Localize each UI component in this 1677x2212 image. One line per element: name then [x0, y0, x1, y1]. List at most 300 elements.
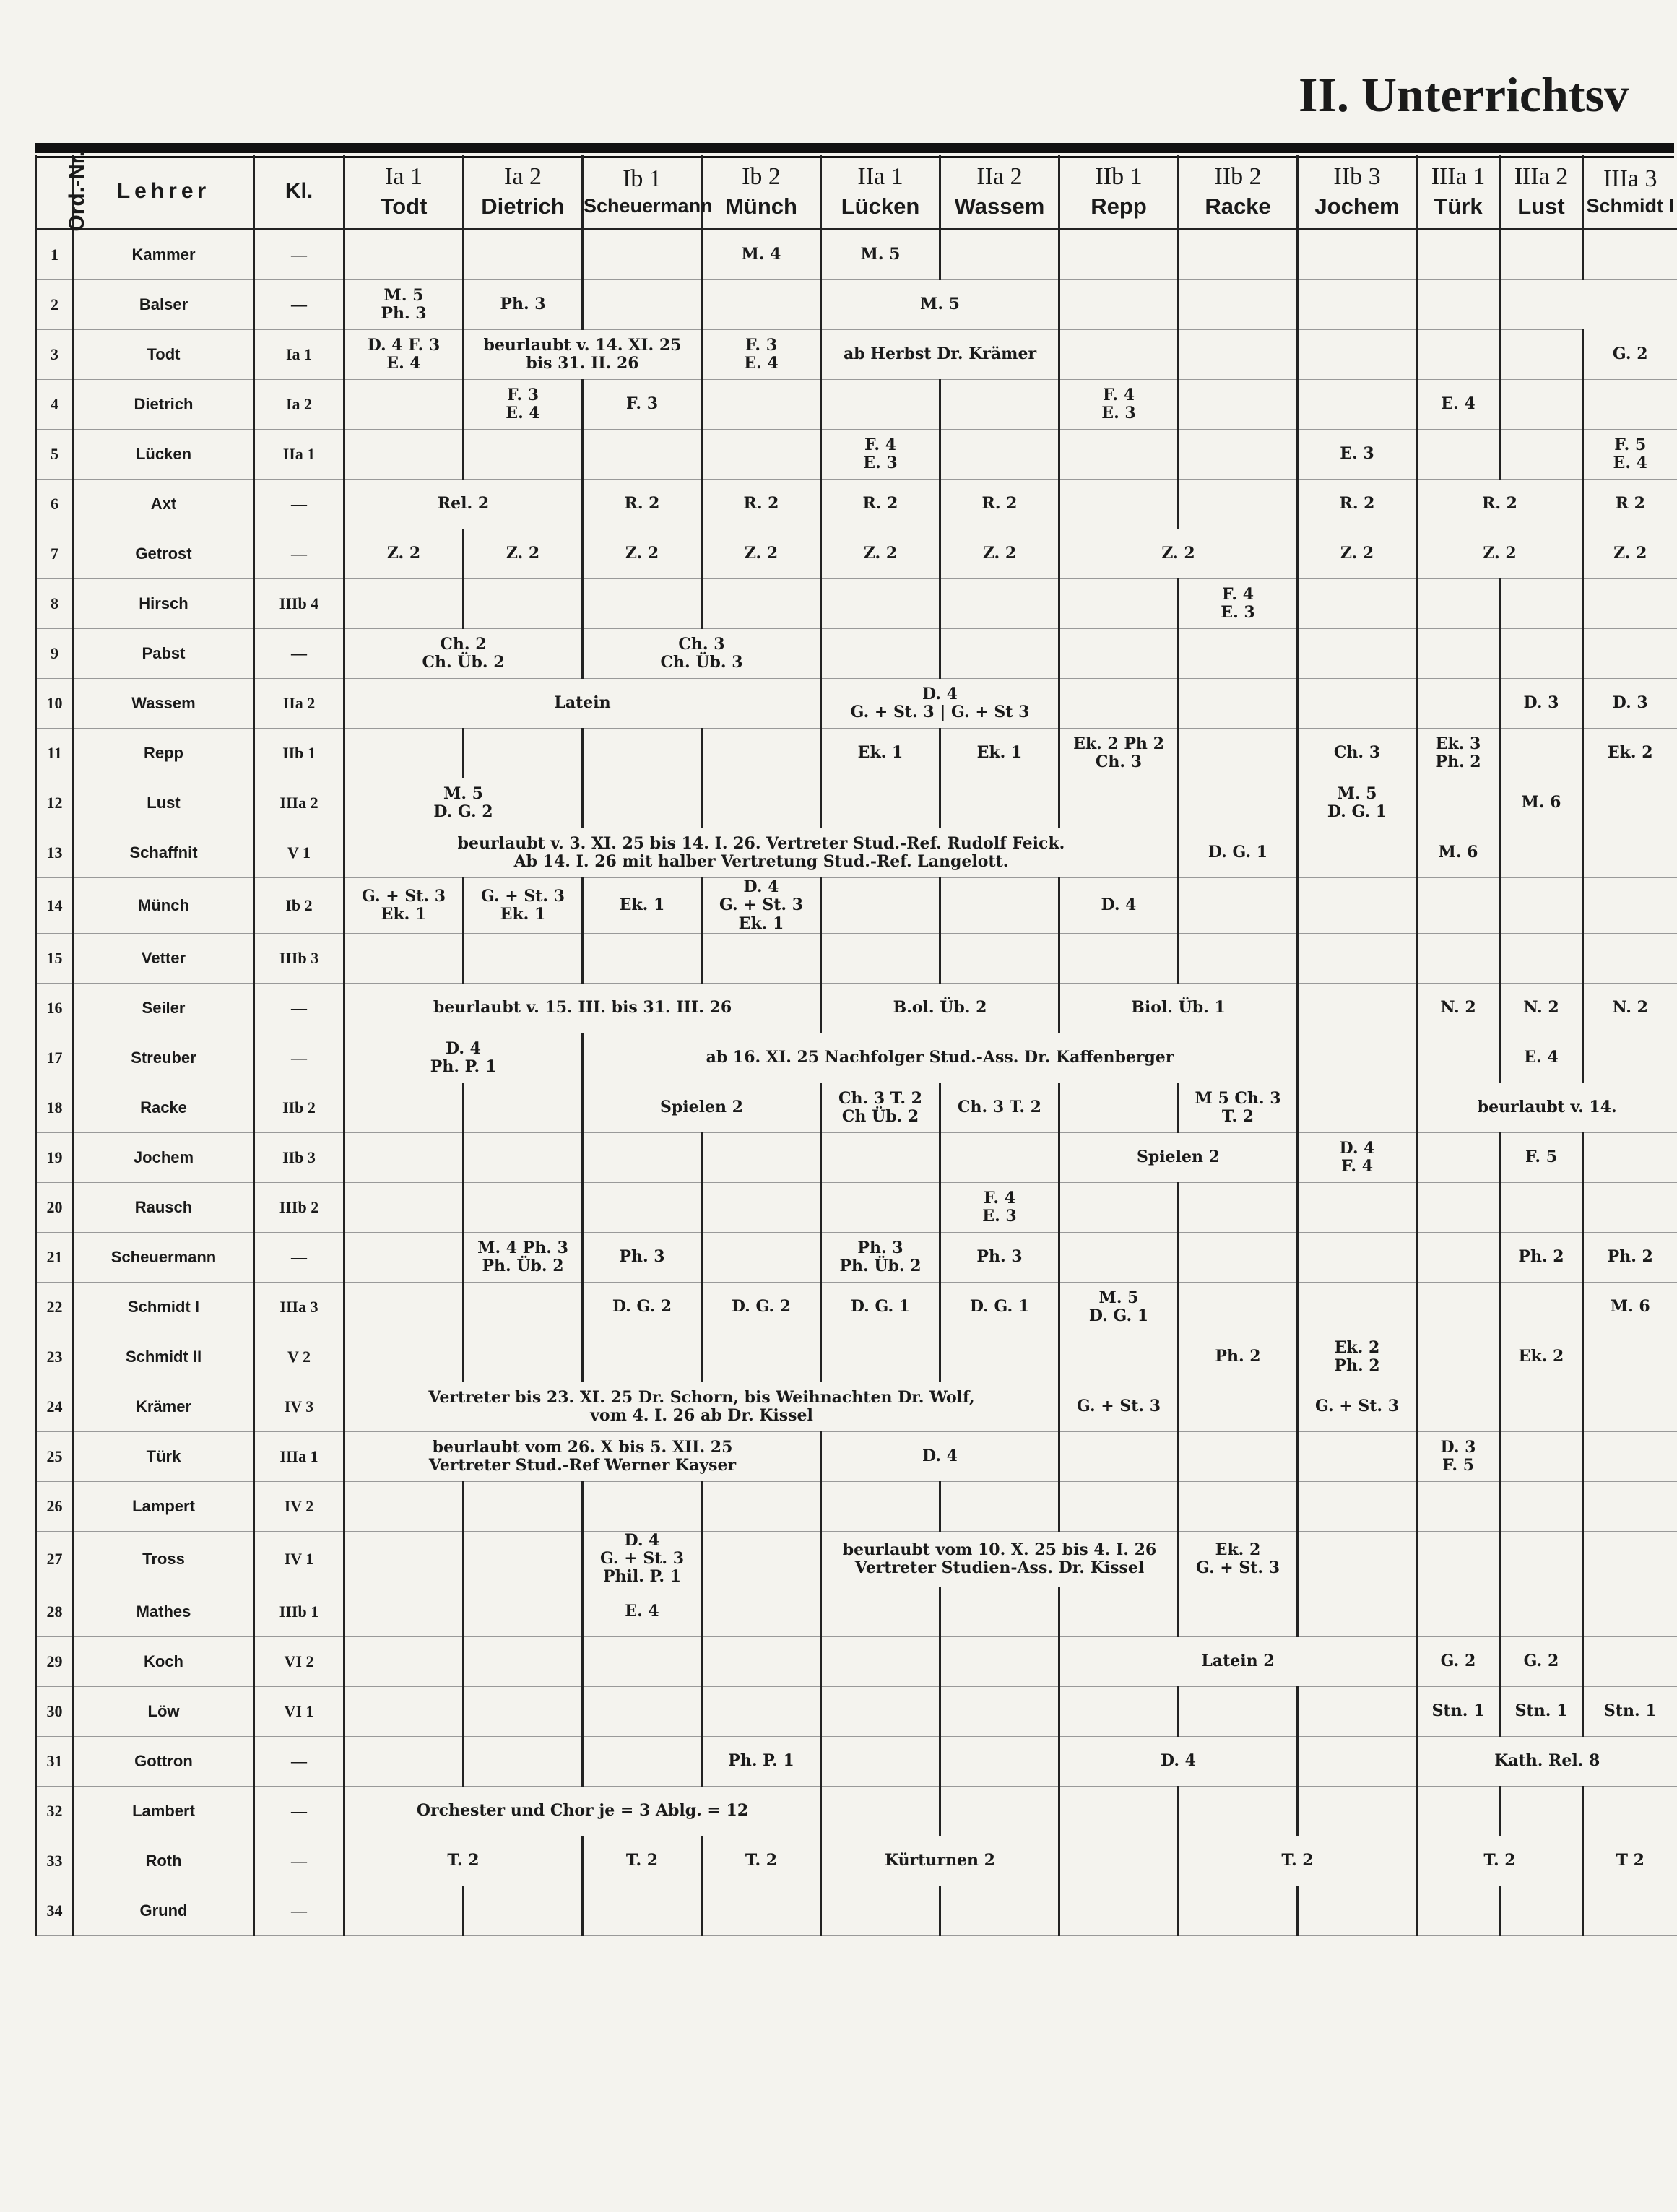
row-number: 3 — [36, 330, 74, 380]
lesson-cell — [344, 679, 821, 729]
lesson-cell — [1179, 1686, 1298, 1736]
lesson-cell — [1060, 1587, 1179, 1636]
lesson-cell — [1060, 1886, 1179, 1935]
lesson-cell — [1060, 729, 1179, 778]
lesson-text: Z. 2 — [1340, 544, 1374, 563]
lesson-cell — [1417, 778, 1500, 828]
lesson-cell — [1060, 629, 1179, 679]
lesson-text: ab Herbst Dr. Krämer — [843, 344, 1037, 364]
lesson-cell — [1583, 330, 1677, 380]
lesson-cell — [344, 330, 464, 380]
lesson-text: N. 2 — [1440, 998, 1476, 1018]
lesson-text: Stn. 1 — [1514, 1701, 1568, 1721]
lesson-cell — [1417, 1232, 1500, 1282]
lesson-cell — [1583, 1786, 1677, 1836]
teacher-class: Ia 1 — [254, 330, 344, 380]
kl-header: Kl. — [254, 155, 344, 230]
lesson-text: M. 6 — [1610, 1297, 1650, 1317]
lesson-text: Spielen 2 — [660, 1098, 743, 1117]
lesson-cell — [464, 933, 583, 983]
lesson-cell — [940, 1083, 1060, 1132]
lesson-text: Ch. 3 T. 2 Ch Üb. 2 — [838, 1088, 922, 1126]
lesson-cell — [344, 729, 464, 778]
teacher-name: Schaffnit — [74, 828, 254, 878]
lesson-cell — [1298, 529, 1417, 579]
lesson-cell — [464, 1282, 583, 1332]
lesson-text: Stn. 1 — [1431, 1701, 1485, 1721]
table-row — [36, 1382, 1677, 1431]
lesson-cell — [344, 1736, 464, 1786]
lesson-cell — [1417, 1132, 1500, 1182]
lesson-cell — [1298, 1786, 1417, 1836]
lesson-cell — [1583, 529, 1677, 579]
lesson-cell — [1298, 330, 1417, 380]
lesson-cell — [1417, 878, 1500, 934]
lesson-cell — [1583, 1182, 1677, 1232]
lesson-cell — [1179, 1182, 1298, 1232]
lesson-cell — [344, 1786, 821, 1836]
lesson-cell — [1417, 1332, 1500, 1382]
class-header: Ia 2 Dietrich — [464, 155, 583, 230]
lesson-text: F. 3 E. 4 — [506, 385, 540, 422]
lesson-cell — [464, 1686, 583, 1736]
lesson-text: Ch. 2 Ch. Üb. 2 — [422, 634, 505, 672]
row-number: 14 — [36, 878, 74, 934]
lesson-text: D. 4 — [922, 1447, 958, 1466]
teacher-class: — — [254, 1786, 344, 1836]
lesson-cell — [583, 1736, 702, 1786]
lesson-cell — [1179, 1232, 1298, 1282]
teacher-class: — — [254, 480, 344, 529]
teacher-name: Scheuermann — [74, 1232, 254, 1282]
lesson-cell — [1500, 1182, 1583, 1232]
lesson-cell — [344, 430, 464, 480]
lesson-cell — [1583, 1636, 1677, 1686]
row-number: 19 — [36, 1132, 74, 1182]
lesson-cell — [821, 629, 940, 679]
lesson-text: E. 4 — [625, 1602, 659, 1621]
ordnr-header: Ord.-Nr. — [36, 155, 74, 230]
table-row — [36, 579, 1677, 629]
lesson-cell — [1583, 1481, 1677, 1531]
lesson-cell — [1060, 1232, 1179, 1282]
lesson-text: R. 2 — [624, 494, 660, 513]
lesson-text: D. G. 1 — [1208, 843, 1268, 862]
lesson-cell — [583, 1083, 821, 1132]
lesson-cell — [1417, 1636, 1500, 1686]
teacher-name: Mathes — [74, 1587, 254, 1636]
lesson-cell — [821, 579, 940, 629]
table-row — [36, 1736, 1677, 1786]
lesson-cell — [464, 729, 583, 778]
lesson-cell — [1583, 480, 1677, 529]
lesson-cell — [702, 1132, 821, 1182]
lesson-cell — [821, 1182, 940, 1232]
lesson-cell — [1417, 280, 1500, 330]
lesson-cell — [702, 933, 821, 983]
page-title: II. Unterrichtsv — [1299, 67, 1629, 122]
lesson-cell — [344, 1132, 464, 1182]
lesson-text: T. 2 — [1483, 1851, 1516, 1870]
lesson-cell — [1298, 778, 1417, 828]
lesson-cell — [344, 1481, 464, 1531]
lesson-cell — [1500, 1132, 1583, 1182]
header-rule — [35, 143, 1674, 153]
row-number: 23 — [36, 1332, 74, 1382]
teacher-name: Repp — [74, 729, 254, 778]
lesson-text: F. 3 E. 4 — [744, 335, 779, 373]
lesson-cell — [1060, 529, 1298, 579]
lesson-cell — [821, 1736, 940, 1786]
teacher-name: Racke — [74, 1083, 254, 1132]
lesson-text: Ek. 2 — [1607, 743, 1653, 763]
lesson-cell — [344, 1636, 464, 1686]
lesson-text: Stn. 1 — [1603, 1701, 1657, 1721]
lesson-cell — [1179, 1431, 1298, 1481]
lesson-cell — [1179, 1886, 1298, 1935]
lesson-text: Z. 2 — [386, 544, 421, 563]
teacher-name: Münch — [74, 878, 254, 934]
lesson-cell — [464, 1132, 583, 1182]
row-number: 26 — [36, 1481, 74, 1531]
lesson-cell — [1500, 679, 1583, 729]
lesson-cell — [1060, 430, 1179, 480]
lesson-cell — [1298, 1531, 1417, 1587]
lesson-text: Ch. 3 Ch. Üb. 3 — [660, 634, 743, 672]
lesson-cell — [1500, 280, 1583, 330]
lesson-cell — [583, 1636, 702, 1686]
lesson-text: Ph. 2 — [1518, 1247, 1564, 1267]
lesson-cell — [940, 1232, 1060, 1282]
lesson-cell — [464, 1083, 583, 1132]
lesson-cell — [583, 1332, 702, 1382]
lesson-cell — [821, 1332, 940, 1382]
lesson-cell — [1179, 729, 1298, 778]
lesson-cell — [1417, 1836, 1583, 1886]
lesson-cell — [1298, 1587, 1417, 1636]
lesson-cell — [583, 729, 702, 778]
lesson-cell — [1500, 629, 1583, 679]
lesson-text: Ek. 2 Ph. 2 — [1334, 1337, 1380, 1375]
lesson-text: D. 4 G. + St. 3 Ek. 1 — [719, 877, 804, 933]
teacher-class: IIIb 2 — [254, 1182, 344, 1232]
lesson-cell — [464, 579, 583, 629]
lesson-text: F. 4 E. 3 — [1101, 385, 1136, 422]
row-number: 25 — [36, 1431, 74, 1481]
lesson-cell — [1060, 1132, 1298, 1182]
lesson-cell — [1179, 1382, 1298, 1431]
lesson-cell — [1298, 983, 1417, 1033]
lesson-cell — [1417, 1033, 1500, 1083]
teacher-name: Türk — [74, 1431, 254, 1481]
lesson-cell — [821, 529, 940, 579]
lesson-cell — [940, 729, 1060, 778]
lesson-cell — [583, 1481, 702, 1531]
lesson-cell — [1179, 1786, 1298, 1836]
lesson-cell — [344, 1431, 821, 1481]
table-row — [36, 330, 1677, 380]
lesson-text: F. 5 — [1525, 1148, 1558, 1167]
class-header: IIa 2 Wassem — [940, 155, 1060, 230]
lesson-cell — [940, 878, 1060, 934]
lesson-cell — [1060, 1282, 1179, 1332]
row-number: 15 — [36, 933, 74, 983]
class-header: IIb 3 Jochem — [1298, 155, 1417, 230]
lesson-text: beurlaubt v. 3. XI. 25 bis 14. I. 26. Vertreter Stud.-Ref. Rudolf Feick. Ab 14. I. 26 mit halber Vertretung Stud.-Ref. Langelott. — [457, 833, 1065, 871]
lesson-cell — [1060, 1382, 1179, 1431]
lesson-cell — [464, 878, 583, 934]
lesson-cell — [821, 778, 940, 828]
lesson-text: G. + St. 3 — [1314, 1397, 1400, 1416]
teacher-name: Schmidt I — [74, 1282, 254, 1332]
lesson-text: M. 5 D. G. 1 — [1088, 1288, 1149, 1325]
lesson-cell — [1298, 1083, 1417, 1132]
lesson-text: D. 4 G. + St. 3 Phil. P. 1 — [599, 1530, 685, 1587]
lesson-cell — [821, 1282, 940, 1332]
row-number: 18 — [36, 1083, 74, 1132]
teacher-class: IIb 3 — [254, 1132, 344, 1182]
lesson-cell — [1417, 1182, 1500, 1232]
lesson-cell — [702, 1636, 821, 1686]
lesson-cell — [464, 1332, 583, 1382]
lesson-cell — [821, 1786, 940, 1836]
lesson-text: D. G. 2 — [731, 1297, 792, 1317]
lesson-cell — [1179, 778, 1298, 828]
lesson-text: G. 2 — [1612, 344, 1648, 364]
lesson-cell — [583, 280, 702, 330]
lesson-cell — [1417, 480, 1583, 529]
lesson-text: Z. 2 — [625, 544, 659, 563]
lesson-cell — [464, 1531, 583, 1587]
teacher-name: Gottron — [74, 1736, 254, 1786]
class-header: IIb 1 Repp — [1060, 155, 1179, 230]
lesson-text: Ph. 3 — [619, 1247, 665, 1267]
lesson-cell — [1060, 778, 1179, 828]
lesson-text: F. 4 E. 3 — [1221, 584, 1255, 622]
lesson-cell — [1500, 828, 1583, 878]
lesson-cell — [1179, 1836, 1417, 1886]
teacher-name: Axt — [74, 480, 254, 529]
lesson-cell — [1298, 878, 1417, 934]
lesson-cell — [1298, 480, 1417, 529]
lesson-cell — [1583, 878, 1677, 934]
lesson-text: Spielen 2 — [1137, 1148, 1220, 1167]
row-number: 16 — [36, 983, 74, 1033]
teacher-name: Lampert — [74, 1481, 254, 1531]
lesson-cell — [344, 1232, 464, 1282]
teacher-class: — — [254, 529, 344, 579]
lesson-cell — [583, 230, 702, 280]
lesson-cell — [821, 330, 1060, 380]
lesson-text: Ch. 3 T. 2 — [958, 1098, 1041, 1117]
lesson-text: Latein 2 — [1201, 1652, 1275, 1671]
lesson-cell — [1417, 1431, 1500, 1481]
lesson-cell — [583, 1686, 702, 1736]
lesson-cell — [344, 480, 583, 529]
lesson-cell — [940, 380, 1060, 430]
lesson-cell — [1500, 1431, 1583, 1481]
lesson-cell — [1583, 579, 1677, 629]
lesson-text: E. 4 — [1441, 394, 1476, 414]
teacher-class: VI 2 — [254, 1636, 344, 1686]
table-row — [36, 1232, 1677, 1282]
lesson-cell — [344, 1531, 464, 1587]
lesson-cell — [1060, 1481, 1179, 1531]
lesson-text: Z. 2 — [982, 544, 1017, 563]
lesson-cell — [821, 1587, 940, 1636]
row-number: 8 — [36, 579, 74, 629]
lesson-cell — [940, 1786, 1060, 1836]
lesson-cell — [1179, 1481, 1298, 1531]
table-row — [36, 1282, 1677, 1332]
teacher-class: IIa 1 — [254, 430, 344, 480]
table-row — [36, 380, 1677, 430]
lesson-cell — [821, 1431, 1060, 1481]
lesson-cell — [821, 380, 940, 430]
lesson-cell — [1060, 1736, 1298, 1786]
lesson-text: F. 3 — [625, 394, 659, 414]
lesson-cell — [821, 1836, 1060, 1886]
lesson-cell — [1179, 679, 1298, 729]
lesson-cell — [1500, 878, 1583, 934]
lesson-cell — [821, 1481, 940, 1531]
row-number: 11 — [36, 729, 74, 778]
row-number: 2 — [36, 280, 74, 330]
row-number: 21 — [36, 1232, 74, 1282]
lesson-cell — [1417, 1686, 1500, 1736]
lesson-cell — [1179, 878, 1298, 934]
lesson-text: G. + St. 3 Ek. 1 — [480, 886, 566, 924]
teacher-class: IIa 2 — [254, 679, 344, 729]
row-number: 30 — [36, 1686, 74, 1736]
teacher-name: Streuber — [74, 1033, 254, 1083]
teacher-class: — — [254, 1033, 344, 1083]
lesson-text: M. 6 — [1521, 793, 1561, 812]
lesson-cell — [821, 1083, 940, 1132]
row-number: 13 — [36, 828, 74, 878]
lesson-cell — [940, 1686, 1060, 1736]
lesson-text: B.ol. Üb. 2 — [893, 998, 987, 1018]
lesson-text: Ek. 1 — [619, 895, 665, 915]
lesson-cell — [1298, 933, 1417, 983]
row-number: 17 — [36, 1033, 74, 1083]
lesson-cell — [464, 1587, 583, 1636]
lesson-text: beurlaubt vom 26. X bis 5. XII. 25 Vertreter Stud.-Ref Werner Kayser — [428, 1437, 737, 1475]
lesson-cell — [1500, 933, 1583, 983]
lesson-cell — [1179, 380, 1298, 430]
lesson-cell — [1298, 1332, 1417, 1382]
lesson-cell — [1500, 1531, 1583, 1587]
lesson-cell — [1298, 1481, 1417, 1531]
table-row — [36, 933, 1677, 983]
lesson-cell — [940, 1132, 1060, 1182]
teacher-class: IIIa 2 — [254, 778, 344, 828]
lesson-cell — [1060, 933, 1179, 983]
lesson-text: D. 3 F. 5 — [1440, 1437, 1476, 1475]
lesson-cell — [1500, 330, 1583, 380]
table-row — [36, 1431, 1677, 1481]
teacher-name: Wassem — [74, 679, 254, 729]
lesson-cell — [1179, 1083, 1298, 1132]
lesson-cell — [1179, 1332, 1298, 1382]
lesson-cell — [1583, 1886, 1677, 1935]
lesson-cell — [1417, 380, 1500, 430]
lesson-text: M. 5 Ph. 3 — [381, 285, 427, 323]
teacher-name: Krämer — [74, 1382, 254, 1431]
table-row — [36, 679, 1677, 729]
lesson-text: Z. 2 — [1483, 544, 1517, 563]
lesson-cell — [1583, 729, 1677, 778]
lesson-cell — [702, 1232, 821, 1282]
lesson-cell — [1179, 579, 1298, 629]
table-row — [36, 280, 1677, 330]
lesson-cell — [1500, 230, 1583, 280]
row-number: 9 — [36, 629, 74, 679]
lesson-cell — [1583, 1836, 1677, 1886]
lesson-cell — [1417, 1481, 1500, 1531]
lesson-cell — [583, 380, 702, 430]
lesson-cell — [702, 579, 821, 629]
lesson-text: T. 2 — [447, 1851, 480, 1870]
lesson-cell — [1298, 579, 1417, 629]
teacher-name: Todt — [74, 330, 254, 380]
lesson-cell — [1179, 430, 1298, 480]
table-row — [36, 1182, 1677, 1232]
lesson-text: D. 3 — [1523, 693, 1559, 713]
teacher-name: Lambert — [74, 1786, 254, 1836]
lesson-cell — [583, 1232, 702, 1282]
lesson-cell — [1500, 1382, 1583, 1431]
teacher-name: Getrost — [74, 529, 254, 579]
lesson-cell — [1060, 878, 1179, 934]
lesson-cell — [344, 1282, 464, 1332]
lesson-cell — [940, 1282, 1060, 1332]
table-row — [36, 1636, 1677, 1686]
lesson-cell — [344, 230, 464, 280]
lesson-cell — [1298, 729, 1417, 778]
row-number: 4 — [36, 380, 74, 430]
lesson-text: beurlaubt v. 14. — [1477, 1098, 1617, 1117]
lesson-cell — [583, 529, 702, 579]
lesson-text: N. 2 — [1523, 998, 1559, 1018]
lesson-cell — [1500, 1232, 1583, 1282]
lesson-cell — [464, 380, 583, 430]
teaching-schedule-table — [35, 151, 1677, 1936]
lesson-text: Orchester und Chor je = 3 Ablg. = 12 — [416, 1801, 749, 1821]
lesson-cell — [1179, 828, 1298, 878]
lesson-cell — [1417, 1736, 1677, 1786]
lesson-cell — [344, 1182, 464, 1232]
lesson-text: F. 4 E. 3 — [863, 435, 898, 472]
lesson-cell — [583, 1836, 702, 1886]
lesson-cell — [344, 1033, 583, 1083]
lesson-text: M. 5 — [860, 245, 901, 264]
row-number: 6 — [36, 480, 74, 529]
lesson-cell — [1179, 1282, 1298, 1332]
lesson-text: D. G. 1 — [850, 1297, 911, 1317]
lesson-text: M. 5 D. G. 1 — [1327, 784, 1387, 821]
lesson-text: M. 5 — [920, 295, 960, 314]
lesson-cell — [1500, 430, 1583, 480]
lesson-cell — [464, 1481, 583, 1531]
lesson-cell — [940, 480, 1060, 529]
lesson-cell — [1583, 933, 1677, 983]
lesson-text: beurlaubt v. 15. III. bis 31. III. 26 — [433, 998, 732, 1018]
lesson-cell — [583, 579, 702, 629]
lesson-cell — [1179, 629, 1298, 679]
teacher-name: Tross — [74, 1531, 254, 1587]
lesson-cell — [940, 933, 1060, 983]
